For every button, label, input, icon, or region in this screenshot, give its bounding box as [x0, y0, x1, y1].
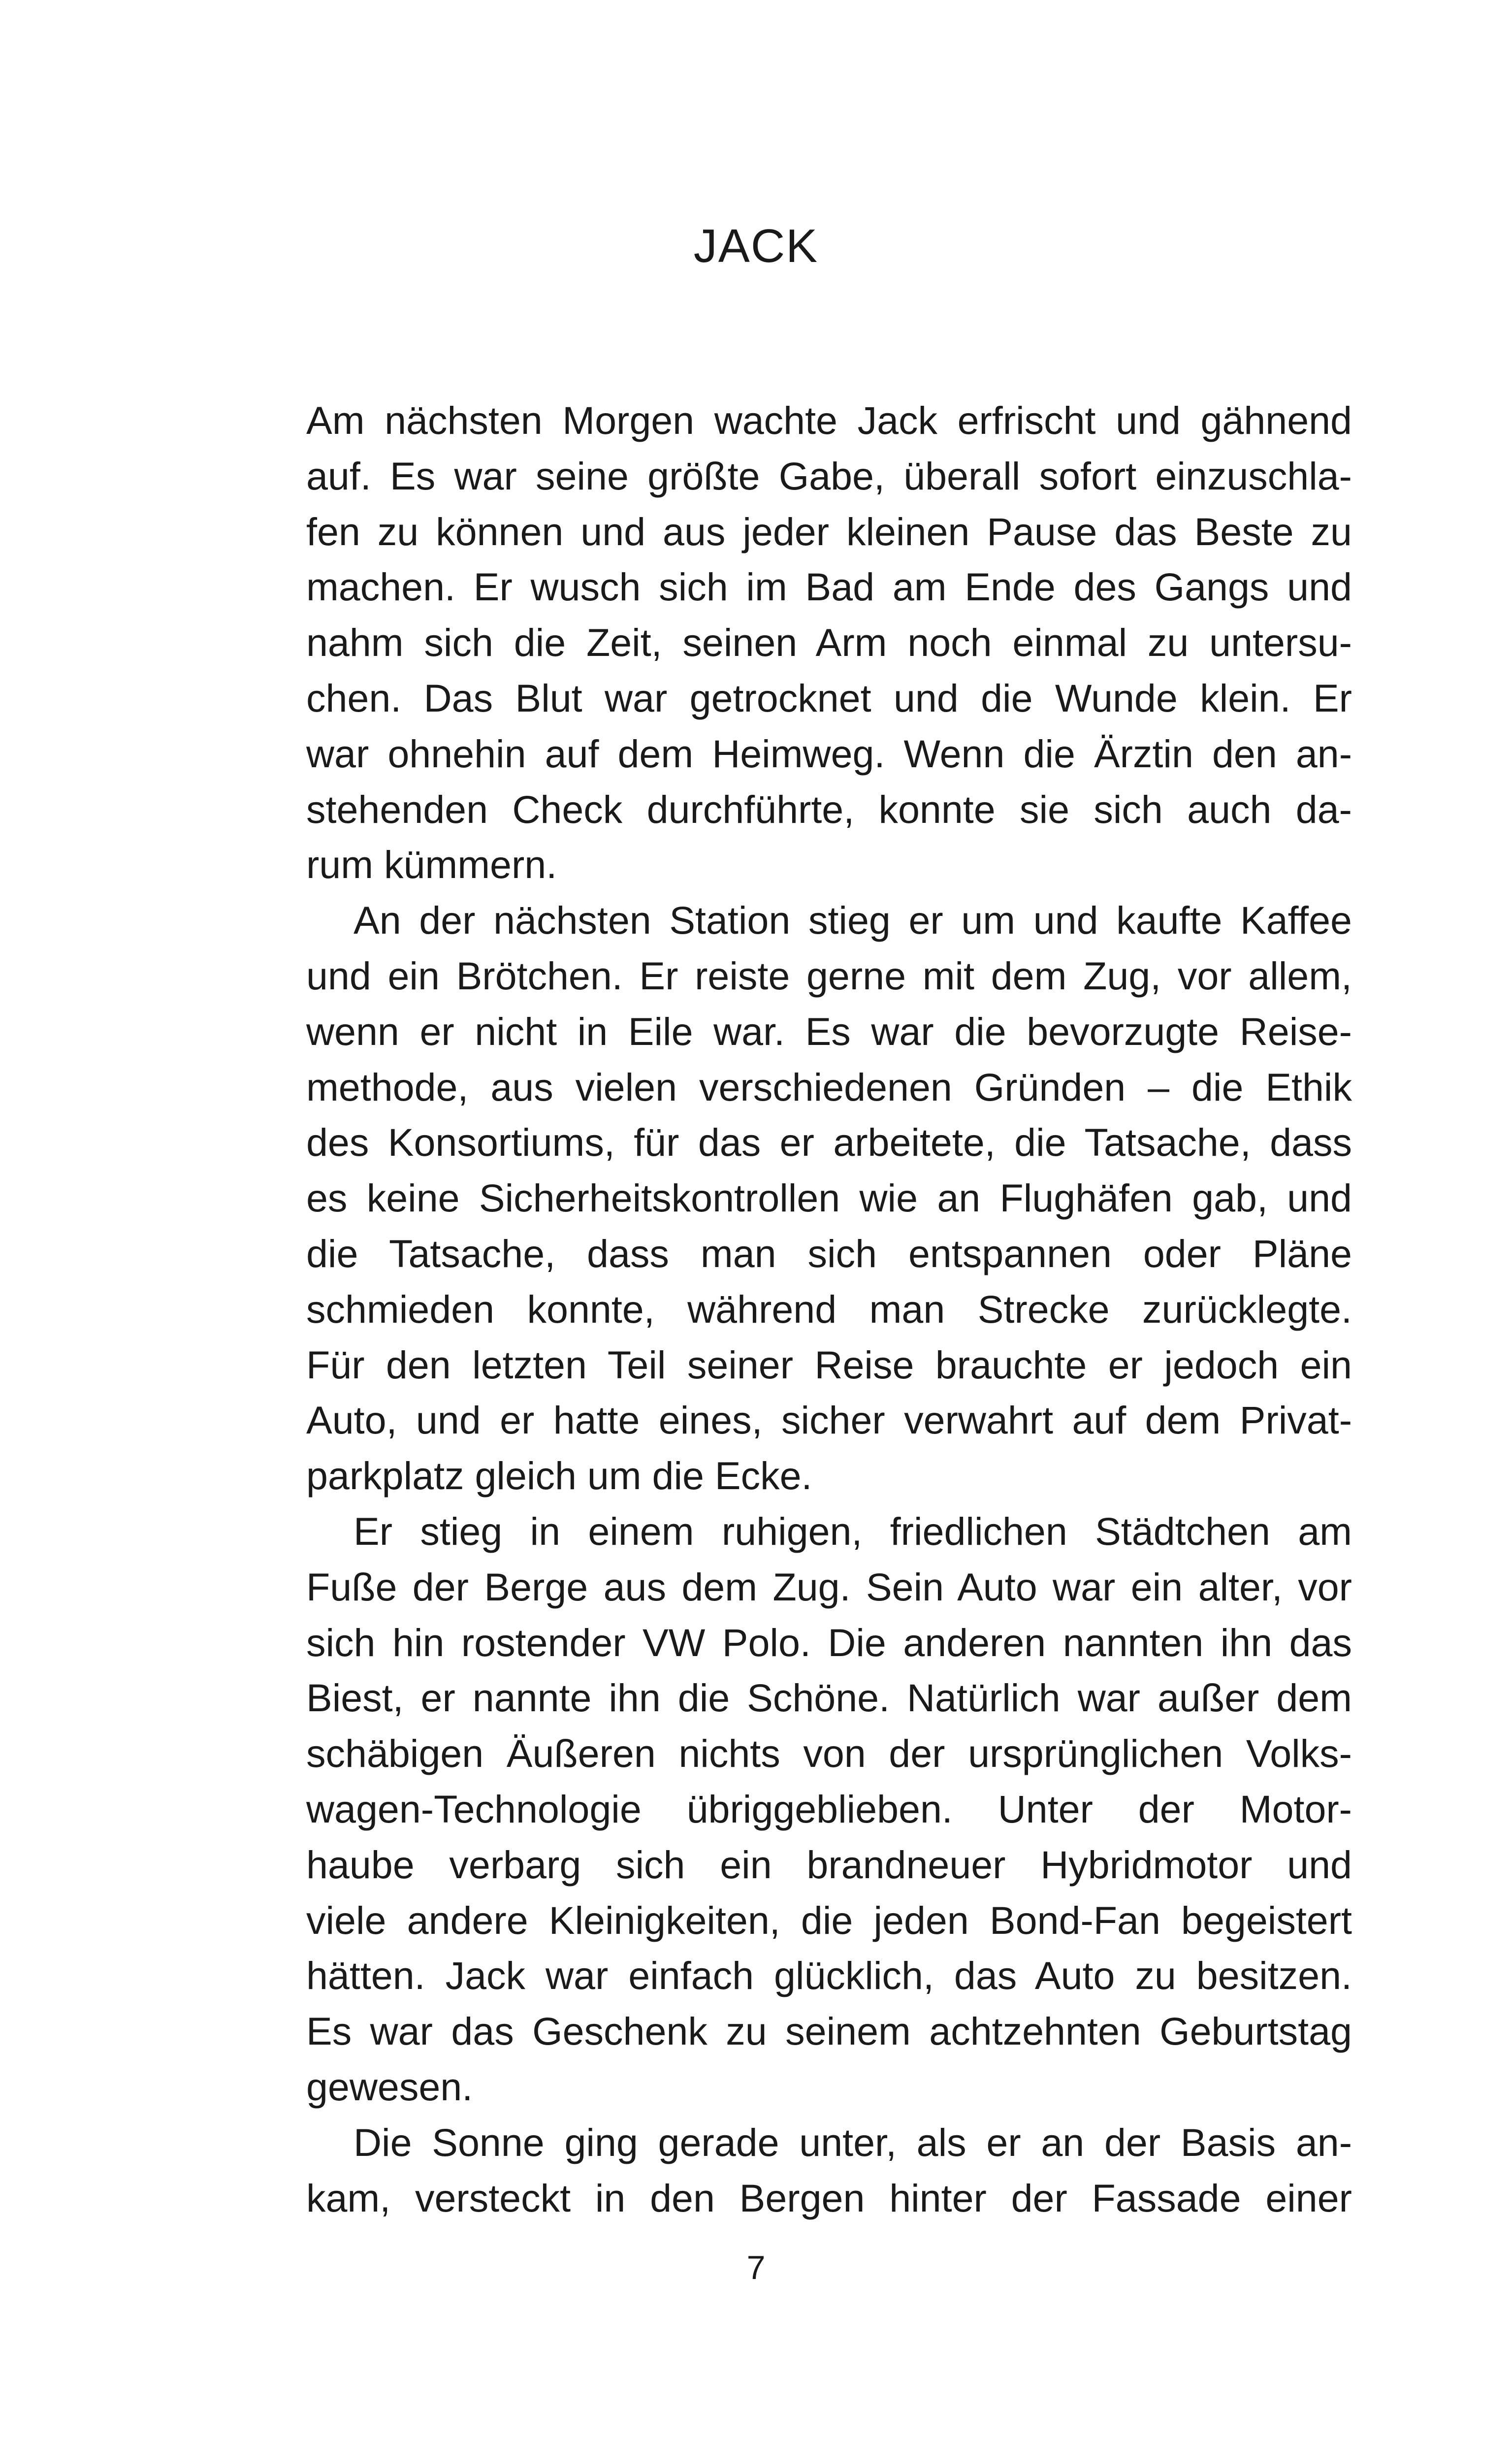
- text-line: war ohnehin auf dem Heimweg. Wenn die Ärztin den an-: [306, 731, 1352, 776]
- text-line: rum kümmern.: [306, 843, 557, 887]
- text-line: methode, aus vielen verschiedenen Gründen – die Ethik: [306, 1065, 1352, 1109]
- body-text: [306, 393, 1352, 2226]
- text-line: wagen-Technologie übriggeblieben. Unter der Motor-: [306, 1787, 1352, 1831]
- paragraph: [306, 893, 1352, 1504]
- text-line: haube verbarg sich ein brandneuer Hybridmotor und: [306, 1842, 1352, 1887]
- text-line: parkplatz gleich um die Ecke.: [306, 1454, 812, 1498]
- text-line: Biest, er nannte ihn die Schöne. Natürlich war außer dem: [306, 1676, 1352, 1720]
- paragraph: [306, 393, 1352, 893]
- text-line: Die Sonne ging gerade unter, als er an der Basis an-: [354, 2120, 1352, 2164]
- text-line: gewesen.: [306, 2064, 473, 2109]
- text-line: und ein Brötchen. Er reiste gerne mit dem Zug, vor allem,: [306, 953, 1352, 998]
- text-line: Am nächsten Morgen wachte Jack erfrischt und gähnend: [306, 398, 1352, 442]
- text-line: schäbigen Äußeren nichts von der ursprünglichen Volks-: [306, 1731, 1352, 1776]
- text-line: kam, versteckt in den Bergen hinter der Fassade einer: [306, 2176, 1352, 2220]
- text-line: des Konsortiums, für das er arbeitete, die Tatsache, dass: [306, 1120, 1352, 1165]
- text-line: auf. Es war seine größte Gabe, überall sofort einzuschla-: [306, 454, 1352, 498]
- text-line: viele andere Kleinigkeiten, die jeden Bond-Fan begeistert: [306, 1898, 1352, 1942]
- text-line: fen zu können und aus jeder kleinen Pause das Beste zu: [306, 509, 1352, 554]
- text-line: wenn er nicht in Eile war. Es war die bevorzugte Reise-: [306, 1009, 1352, 1053]
- text-line: Es war das Geschenk zu seinem achtzehnten Geburtstag: [306, 2009, 1352, 2053]
- text-line: die Tatsache, dass man sich entspannen oder Pläne: [306, 1231, 1352, 1275]
- text-line: Für den letzten Teil seiner Reise brauchte er jedoch ein: [306, 1342, 1352, 1387]
- text-line: machen. Er wusch sich im Bad am Ende des Gangs und: [306, 565, 1352, 609]
- paragraph: [306, 1504, 1352, 2115]
- text-line: hätten. Jack war einfach glücklich, das Auto zu besitzen.: [306, 1954, 1352, 1998]
- text-line: stehenden Check durchführte, konnte sie sich auch da-: [306, 787, 1352, 831]
- text-line: Auto, und er hatte eines, sicher verwahrt auf dem Privat-: [306, 1398, 1352, 1442]
- text-line: Fuße der Berge aus dem Zug. Sein Auto war ein alter, vor: [306, 1564, 1352, 1609]
- text-line: Er stieg in einem ruhigen, friedlichen Städtchen am: [354, 1509, 1352, 1553]
- chapter-title: JACK: [693, 220, 819, 272]
- text-line: nahm sich die Zeit, seinen Arm noch einmal zu untersu-: [306, 620, 1352, 665]
- text-line: schmieden konnte, während man Strecke zurücklegte.: [306, 1287, 1352, 1331]
- paragraph: [306, 2115, 1352, 2226]
- text-line: es keine Sicherheitskontrollen wie an Flughäfen gab, und: [306, 1176, 1352, 1220]
- page-number: 7: [746, 2249, 766, 2286]
- text-line: sich hin rostender VW Polo. Die anderen nannten ihn das: [306, 1620, 1352, 1664]
- text-line: chen. Das Blut war getrocknet und die Wunde klein. Er: [306, 676, 1352, 720]
- text-line: An der nächsten Station stieg er um und kaufte Kaffee: [354, 898, 1352, 943]
